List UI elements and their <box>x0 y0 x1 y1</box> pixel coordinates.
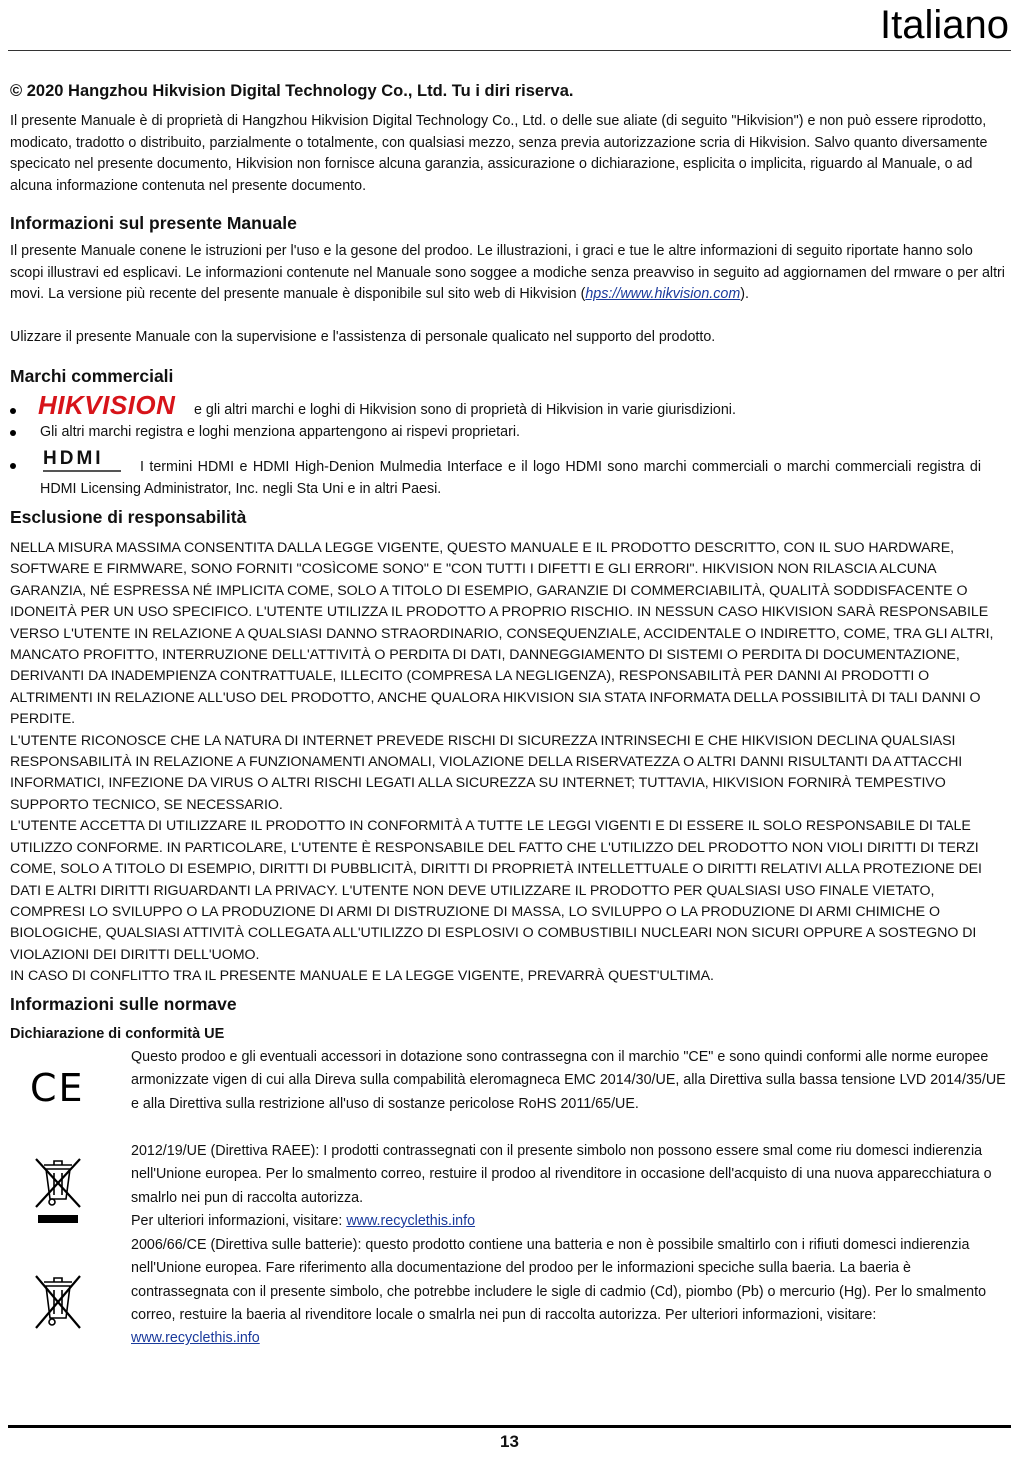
about-manual-heading: Informazioni sul presente Manuale <box>10 213 297 233</box>
bullet-icon <box>10 430 16 436</box>
crossed-bin-icon <box>30 1155 86 1225</box>
ce-text: Questo prodoo e gli eventuali accessori in dotazione sono contrassegna con il marchio "CE" e sono quindi conformi alle norme europee armonizzate vigen di cui alla Direva sulla compabilità eleromagneca EMC 2014/30/UE, alla Direttiva sulla bassa tensione LVD 2014/35/UE e alla Direttiva sulla restrizione all'uso di sostanze pericolose RoHS 2011/65/UE. <box>131 1049 1006 1112</box>
weee-section <box>131 1140 1011 1233</box>
bullet-icon <box>10 408 16 414</box>
battery-recycle-link[interactable]: www.recyclethis.info <box>131 1330 260 1347</box>
disclaimer-heading: Esclusione di responsabilità <box>10 507 247 527</box>
battery-section <box>131 1234 1011 1350</box>
disclaimer-paragraph: L'UTENTE ACCETTA DI UTILIZZARE IL PRODOTTO IN CONFORMITÀ A TUTTE LE LEGGI VIGENTI E DI ESSERE IL SOLO RESPONSABILE DI TALE UTILIZZO CONFORME. IN PARTICOLARE, L'UTENTE È RESPONSABILE DEL FATTO CHE L'UTILIZZO DEL PRODOTTO NON VIOLI DIRITTI DI TERZI COME, SOLO A TITOLO DI ESEMPIO, DIRITTI DI PUBBLICITÀ, DIRITTI DI PROPRIETÀ INTELLETTUALE O DIRITTI RELATIVI ALLA PROTEZIONE DEI DATI E ALTRI DIRITTI RIGUARDANTI LA PRIVACY. L'UTENTE NON DEVE UTILIZZARE IL PRODOTTO PER QUALSIASI USO FINALE VIETATO, COMPRESI LO SVILUPPO O LA PRODUZIONE DI ARMI DI DISTRUZIONE DI MASSA, LO SVILUPPO O LA PRODUZIONE DI ARMI CHIMICHE O BIOLOGICHE, QUALSIASI ATTIVITÀ COLLEGATA ALL'UTILIZZO DI ESPLOSIVI O COMBUSTIBILI NUCLEARI NON SICURI OPPURE A SOSTEGNO DI VIOLAZIONI DEI DIRITTI DELL'UOMO. <box>10 818 982 963</box>
eu-conformity-heading: Dichiarazione di conformità UE <box>10 1026 225 1042</box>
hdmi-logo-text: HDMI <box>43 448 104 469</box>
about-manual-text-end: ). <box>740 286 750 302</box>
hikvision-website-link[interactable]: hps://www.hikvision.com <box>585 286 741 302</box>
about-manual-text: Il presente Manuale conene le istruzioni per l'uso e la gesone del prodoo. Le illustrazioni, i graci e tue le altre informazioni di seguito riportate hanno solo scopi illustravi ed esplicavi. Le informazioni contenute nel Manuale sono soggee a modiche senza preavviso in seguito ad aggiornamen del rmware o per altri movi. La versione più recente del presente manuale è disponibile sul sito web di Hikvision ( <box>10 243 1005 302</box>
footer-divider <box>8 1425 1011 1428</box>
trademarks-heading: Marchi commerciali <box>10 366 174 386</box>
disclaimer-body <box>10 538 1010 988</box>
disclaimer-paragraph: IN CASO DI CONFLITTO TRA IL PRESENTE MANUALE E LA LEGGE VIGENTE, PREVARRÀ QUEST'ULTIMA. <box>10 968 714 985</box>
crossed-battery-bin-icon <box>30 1272 86 1332</box>
trademark-item-2: Gli altri marchi registra e loghi menziona appartengono ai rispevi proprietari. <box>40 424 520 440</box>
bullet-icon <box>10 463 16 469</box>
weee-recycle-link[interactable]: www.recyclethis.info <box>346 1212 476 1229</box>
weee-text: 2012/19/UE (Direttiva RAEE): I prodotti contrassegnati con il presente simbolo non possono essere smal come riu domesci indierenzia nell'Unione europea. Per lo smalmento correo, restuire il prodoo al rivenditore in occasione dell'acquisto di una nuova apparecchiatura o smalrlo nei pun di raccolta autorizza. <box>131 1143 992 1206</box>
disclaimer-paragraph: L'UTENTE RICONOSCE CHE LA NATURA DI INTERNET PREVEDE RISCHI DI SICUREZZA INTRINSECHI E CHE HIKVISION DECLINA QUALSIASI RESPONSABILITÀ IN RELAZIONE A FUNZIONAMENTI ANOMALI, VIOLAZIONE DELLA RISERVATEZZA O ALTRI DANNI RISULTANTI DA ATTACCHI INFORMATICI, INFEZIONE DA VIRUS O ALTRI RISCHI LEGATI ALLA SICUREZZA SU INTERNET; TUTTAVIA, HIKVISION FORNIRÀ TEMPESTIVO SUPPORTO TECNICO, SE NECESSARIO. <box>10 732 963 813</box>
copyright-heading: © 2020 Hangzhou Hikvision Digital Technology Co., Ltd. Tu i diri riserva. <box>10 82 574 100</box>
hikvision-logo-text: HIKVISION <box>38 390 176 420</box>
about-manual-body <box>10 241 1010 306</box>
page-number: 13 <box>500 1432 519 1451</box>
regulatory-heading: Informazioni sulle normave <box>10 994 237 1014</box>
battery-text: 2006/66/CE (Direttiva sulle batterie): questo prodotto contiene una batteria e non è possibile smaltirlo con i rifiuti domesci indierenzia nell'Unione europea. Fare riferimento alla documentazione del prodoo per le informazioni speciche sulla baeria. La baeria è contrassegnata con il presente simbolo, che potrebbe includere le sigle di cadmio (Cd), piombo (Pb) o mercurio (Hg). Per lo smalmento correo, restuire la baeria al rivenditore locale o smalrla nei pun di raccolta autorizza. Per ulteriori informazioni, visitare: <box>131 1237 987 1323</box>
weee-more-text: Per ulteriori informazioni, visitare: <box>131 1212 347 1229</box>
ce-mark-icon: CE <box>30 1066 85 1110</box>
trademark-item-3: I termini HDMI e HDMI High-Denion Mulmedia Interface e il logo HDMI sono marchi commerciali o marchi commerciali registra di HDMI Licensing Administrator, Inc. negli Sta Uni e in altri Paesi. <box>40 459 981 497</box>
about-manual-note: Ulizzare il presente Manuale con la supervisione e l'assistenza di personale qualicato nel supporto del prodotto. <box>10 329 716 345</box>
trademark-item-1: e gli altri marchi e loghi di Hikvision sono di proprietà di Hikvision in varie giurisdizioni. <box>194 402 736 418</box>
hikvision-logo <box>38 390 188 420</box>
language-title: Italiano <box>880 3 1009 47</box>
copyright-body: Il presente Manuale è di proprietà di Hangzhou Hikvision Digital Technology Co., Ltd. o delle sue aliate (di seguito "Hikvision") e non può essere riprodotto, modicato, tradotto o distribuito, parzialmente o totalmente, con qualsiasi mezzo, senza previa autorizzazione scria di Hikvision. Salvo quanto diversamente specicato nel presente documento, Hikvision non fornisce alcuna garanzia, assicurazione o dichiarazione, esplicita o implicita, riguardo al Manuale, o ad alcuna informazione contenuta nel presente documento. <box>10 113 988 194</box>
header-divider <box>8 50 1011 51</box>
disclaimer-paragraph: NELLA MISURA MASSIMA CONSENTITA DALLA LEGGE VIGENTE, QUESTO MANUALE E IL PRODOTTO DESCRITTO, CON IL SUO HARDWARE, SOFTWARE E FIRMWARE, SONO FORNITI "COSÌCOME SONO" E "CON TUTTI I DIFETTI E GLI ERRORI". HIKVISION NON RILASCIA ALCUNA GARANZIA, NÉ ESPRESSA NÉ IMPLICITA COME, SOLO A TITOLO DI ESEMPIO, GARANZIE DI COMMERCIABILITÀ, QUALITÀ SODDISFACENTE O IDONEITÀ PER UN USO SPECIFICO. L'UTENTE UTILIZZA IL PRODOTTO A PROPRIO RISCHIO. IN NESSUN CASO HIKVISION SARÀ RESPONSABILE VERSO L'UTENTE IN RELAZIONE A QUALSIASI DANNO STRAORDINARIO, CONSEQUENZIALE, ACCIDENTALE O INDIRETTO, COME, TRA GLI ALTRI, MANCATO PROFITTO, INTERRUZIONE DELL'ATTIVITÀ O PERDITA DI DATI, DANNEGGIAMENTO DI SISTEMI O PERDITA DI DOCUMENTAZIONE, DERIVANTI DA INADEMPIENZA CONTRATTUALE, ILLECITO (COMPRESA LA NEGLIGENZA), RESPONSABILITÀ PER DANNI AI PRODOTTI O ALTRIMENTI IN RELAZIONE ALL'USO DEL PRODOTTO, ANCHE QUALORA HIKVISION SIA STATA INFORMATA DELLA POSSIBILITÀ DI TALI DANNI O PERDITE. <box>10 540 994 728</box>
